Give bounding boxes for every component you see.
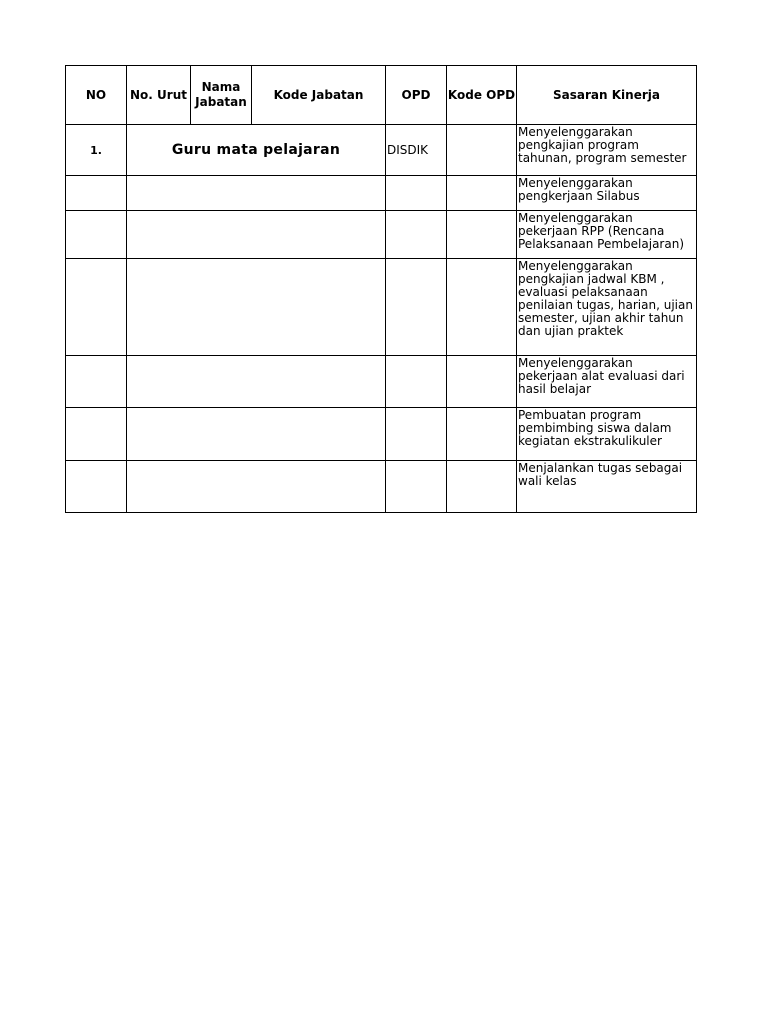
- sasaran-kinerja-cell: Pembuatan program pembimbing siswa dalam kegiatan ekstrakulikuler: [517, 408, 697, 461]
- row-number: 1.: [66, 125, 127, 176]
- header-kode-opd: Kode OPD: [447, 66, 517, 125]
- table-row: [66, 259, 697, 356]
- nama-jabatan-cell: [127, 356, 386, 408]
- opd-cell: [386, 461, 447, 513]
- kode-opd-cell: [447, 259, 517, 356]
- kode-opd-cell: [447, 461, 517, 513]
- header-no-urut: No. Urut: [127, 66, 191, 125]
- opd-cell: [386, 211, 447, 259]
- opd-cell: [386, 176, 447, 211]
- opd-cell: [386, 356, 447, 408]
- row-number: [66, 461, 127, 513]
- kode-opd-cell: [447, 211, 517, 259]
- table-row: [66, 356, 697, 408]
- nama-jabatan-cell: [127, 461, 386, 513]
- sasaran-kinerja-cell: Menyelenggarakan pekerjaan RPP (Rencana Pelaksanaan Pembelajaran): [517, 211, 697, 259]
- header-sasaran-kinerja: Sasaran Kinerja: [517, 66, 697, 125]
- table-row: [66, 125, 697, 176]
- opd-cell: [386, 259, 447, 356]
- sasaran-kinerja-cell: Menyelenggarakan pengkerjaan Silabus: [517, 176, 697, 211]
- sasaran-kinerja-cell: Menyelenggarakan pekerjaan alat evaluasi dari hasil belajar: [517, 356, 697, 408]
- opd-cell: [386, 408, 447, 461]
- header-opd: OPD: [386, 66, 447, 125]
- header-no: NO: [66, 66, 127, 125]
- nama-jabatan-cell: [127, 408, 386, 461]
- table-row: [66, 211, 697, 259]
- header-row: [66, 66, 697, 125]
- kode-opd-cell: [447, 176, 517, 211]
- table-row: [66, 408, 697, 461]
- opd-value: DISDIK: [386, 125, 447, 176]
- header-kode-jabatan: Kode Jabatan: [252, 66, 386, 125]
- row-number: [66, 408, 127, 461]
- header-nama-jabatan: Nama Jabatan: [191, 66, 252, 125]
- row-number: [66, 259, 127, 356]
- sasaran-kinerja-cell: Menyelenggarakan pengkajian program tahunan, program semester: [517, 125, 697, 176]
- nama-jabatan-cell: [127, 259, 386, 356]
- row-number: [66, 211, 127, 259]
- kode-opd-cell: [447, 125, 517, 176]
- nama-jabatan-value: Guru mata pelajaran: [127, 125, 386, 176]
- row-number: [66, 176, 127, 211]
- sasaran-kinerja-cell: Menjalankan tugas sebagai wali kelas: [517, 461, 697, 513]
- sasaran-kinerja-cell: Menyelenggarakan pengkajian jadwal KBM , evaluasi pelaksanaan penilaian tugas, harian, ujian semester, ujian akhir tahun dan ujian praktek: [517, 259, 697, 356]
- table-row: [66, 176, 697, 211]
- row-number: [66, 356, 127, 408]
- sasaran-kinerja-table: [65, 65, 697, 513]
- nama-jabatan-cell: [127, 211, 386, 259]
- kode-opd-cell: [447, 408, 517, 461]
- table-row: [66, 461, 697, 513]
- kode-opd-cell: [447, 356, 517, 408]
- nama-jabatan-cell: [127, 176, 386, 211]
